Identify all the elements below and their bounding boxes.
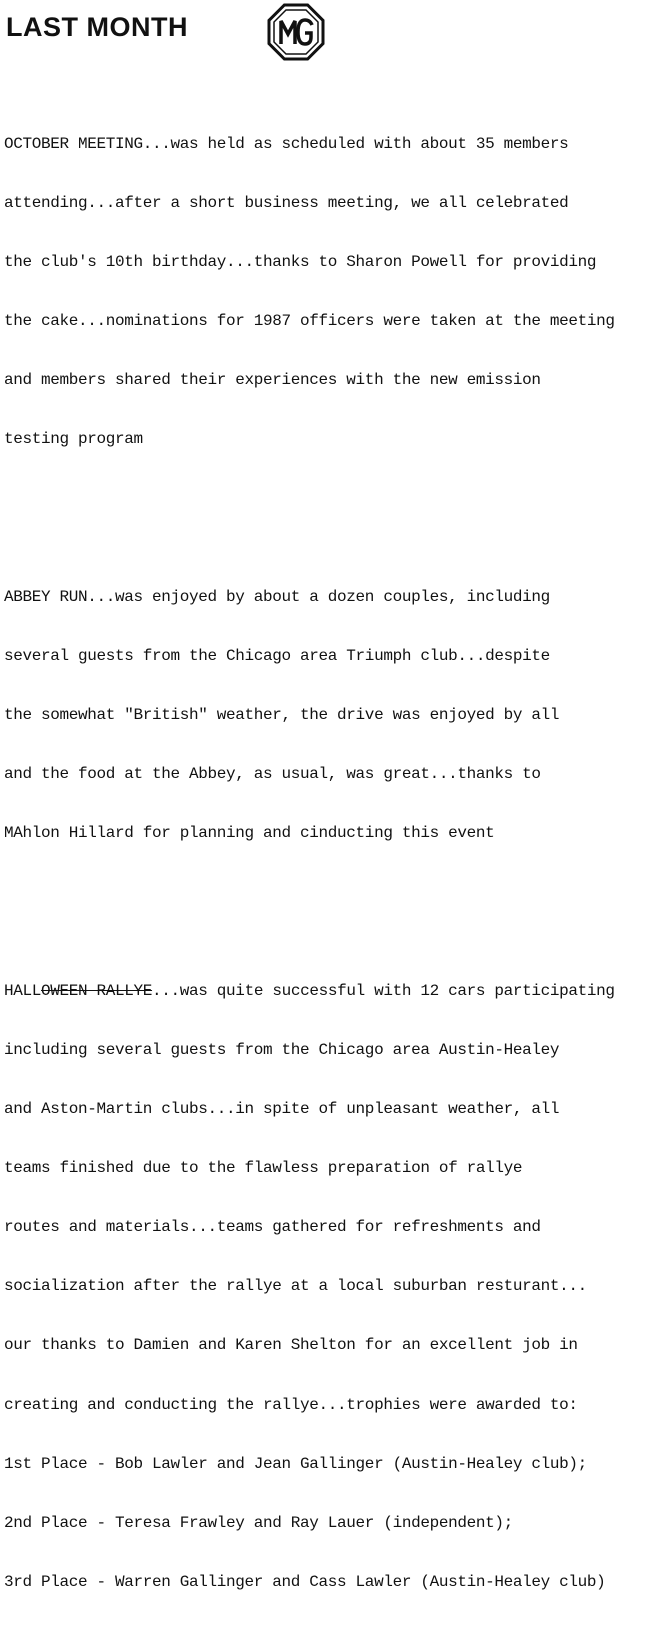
article-line: teams finished due to the flawless preparation of rallye <box>4 1159 523 1178</box>
article-october-meeting <box>4 95 670 489</box>
article-line: the cake...nominations for 1987 officers were taken at the meeting <box>4 312 615 331</box>
article-line: ABBEY RUN...was enjoyed by about a dozen couples, including <box>4 587 550 606</box>
struck-lead-text: OWEEN RALLYE <box>41 981 153 1000</box>
page-title: LAST MONTH <box>6 12 188 42</box>
article-line: routes and materials...teams gathered for refreshments and <box>4 1218 541 1237</box>
article-line: creating and conducting the rallye...trophies were awarded to: <box>4 1395 578 1414</box>
mg-octagon-logo <box>268 4 324 60</box>
article-line: attending...after a short business meeting, we all celebrated <box>4 193 569 212</box>
award-line-1st: 1st Place - Bob Lawler and Jean Gallinger (Austin-Healey club); <box>4 1454 587 1473</box>
article-halloween-rallye <box>4 942 670 1631</box>
article-line: HALLOWEEN RALLYE...was quite successful with 12 cars participating <box>4 981 615 1000</box>
article-line: the somewhat "British" weather, the drive was enjoyed by all <box>4 706 560 725</box>
article-line: OCTOBER MEETING...was held as scheduled with about 35 members <box>4 134 569 153</box>
award-line-3rd: 3rd Place - Warren Gallinger and Cass Lawler (Austin-Healey club) <box>4 1572 606 1591</box>
article-line: our thanks to Damien and Karen Shelton for an excellent job in <box>4 1336 578 1355</box>
article-line: several guests from the Chicago area Triumph club...despite <box>4 646 550 665</box>
article-line: and members shared their experiences with the new emission <box>4 371 541 390</box>
article-line: the club's 10th birthday...thanks to Sharon Powell for providing <box>4 253 597 271</box>
article-line: MAhlon Hillard for planning and cinducting this event <box>4 824 495 843</box>
article-line: including several guests from the Chicago area Austin-Healey <box>4 1040 560 1059</box>
article-line: socialization after the rallye at a local suburban resturant... <box>4 1277 587 1296</box>
newsletter-body <box>4 56 670 1652</box>
article-line: and the food at the Abbey, as usual, was great...thanks to <box>4 765 541 784</box>
award-line-2nd: 2nd Place - Teresa Frawley and Ray Lauer (independent); <box>4 1513 513 1532</box>
article-line: and Aston-Martin clubs...in spite of unpleasant weather, all <box>4 1100 560 1119</box>
article-line: testing program <box>4 430 143 449</box>
article-abbey-run <box>4 548 670 883</box>
